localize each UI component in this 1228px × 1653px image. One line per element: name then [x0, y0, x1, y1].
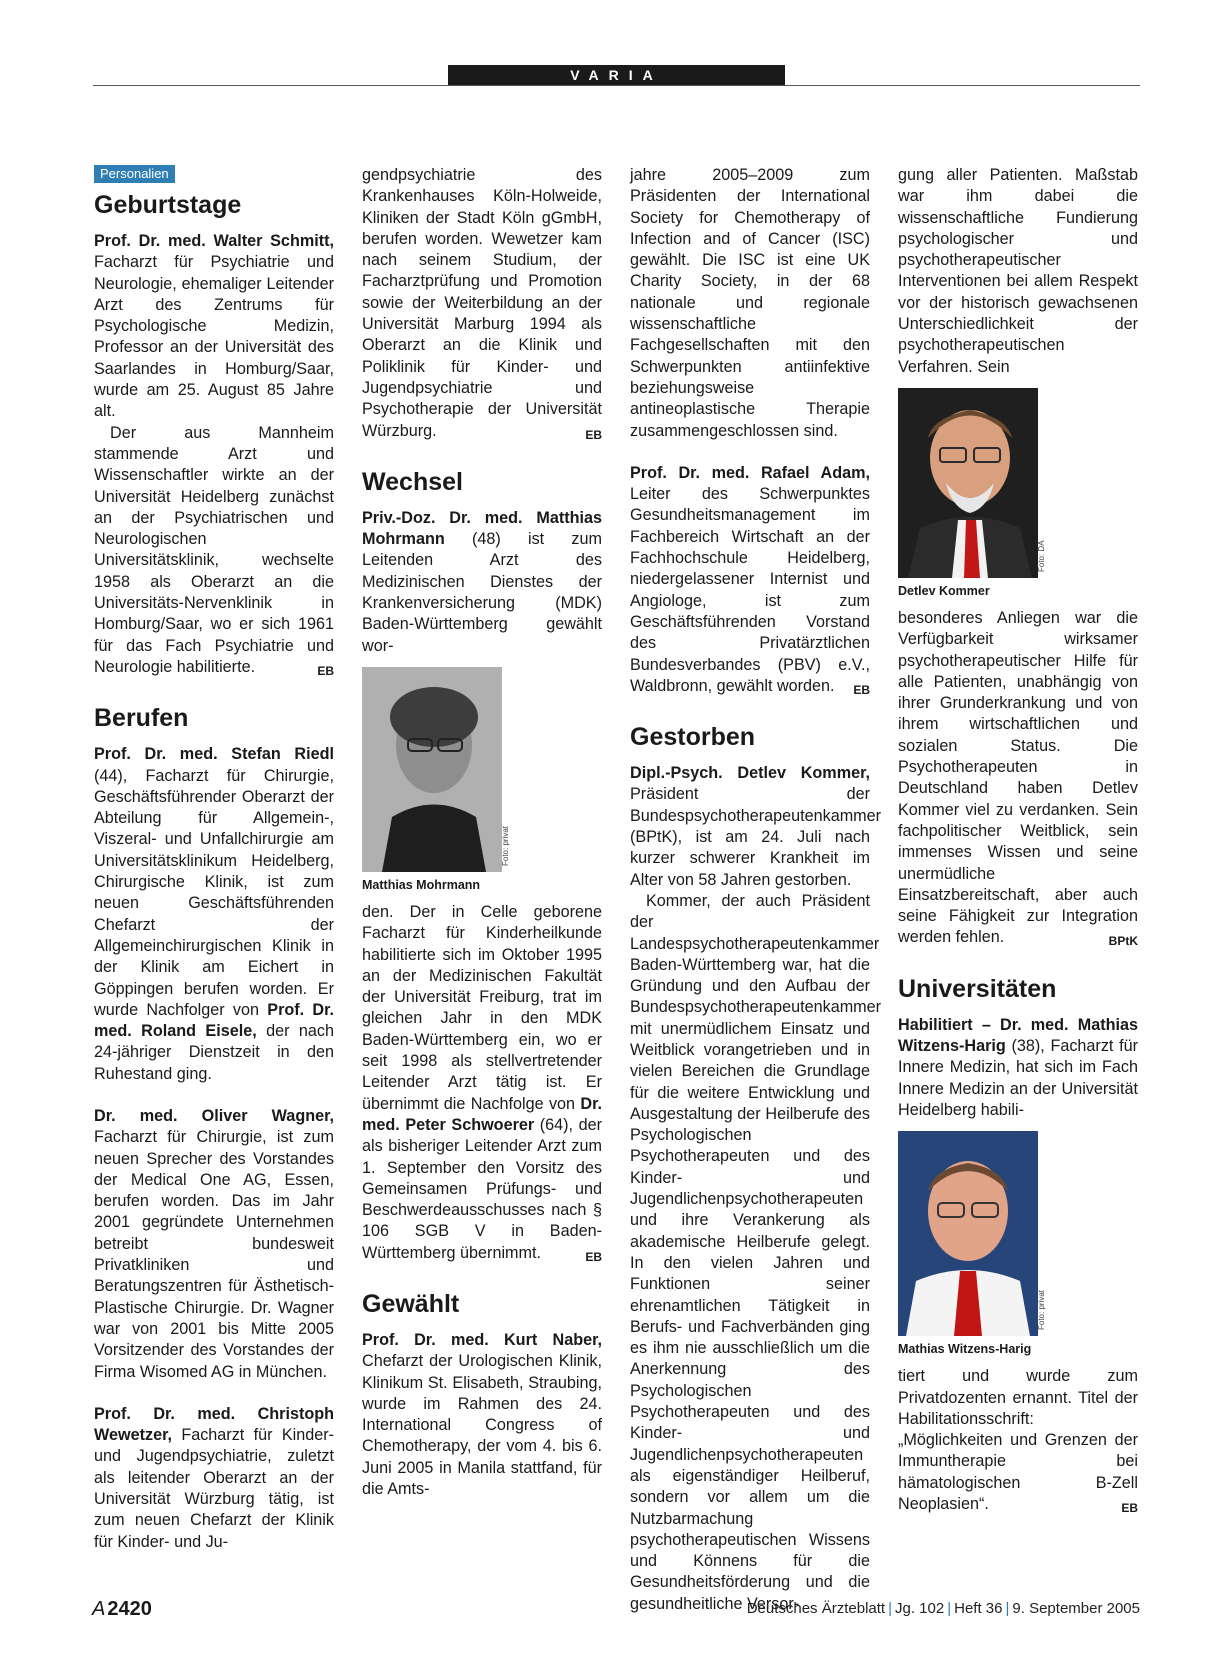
author-signature: BPtK: [1108, 934, 1138, 949]
paragraph: [94, 744, 334, 1085]
paragraph: [362, 508, 602, 657]
person-name: Prof. Dr. med. Kurt Naber,: [362, 1330, 602, 1349]
heading-berufen: Berufen: [94, 704, 189, 733]
paragraph-text: Facharzt für Chirurgie, ist zum neuen Sprecher des Vorstandes der Medical One AG, Essen, berufen worden. Das im Jahr 2001 gegründete Unternehmen betreibt bundesweit Privatkliniken und Beratungszentren für Ästhetisch-Plastische Chirurgie. Dr. Wagner war von 2001 bis Mitte 2005 Vorsitzender des Vorstandes der Firma Wisomed AG in München.: [94, 1128, 334, 1381]
issue: Heft 36: [954, 1600, 1003, 1617]
author-signature: EB: [853, 682, 870, 697]
heading-gestorben: Gestorben: [630, 723, 756, 752]
paragraph-text: tiert und wurde zum Privatdozenten ernannt. Titel der Habilitationsschrift: „Möglichkeiten und Grenzen der Immuntherapie bei hämatologischen B-Zell Neoplasien“.: [898, 1367, 1138, 1513]
paragraph: [630, 891, 882, 1615]
portrait-image-mohrmann: [362, 667, 502, 872]
volume: Jg. 102: [895, 1600, 945, 1617]
paragraph: [898, 1366, 1138, 1515]
paragraph-text: gung aller Patienten. Maßstab war ihm dabei die wissenschaftliche Fundierung psychologischer und psychotherapeutischer Interventionen bei allem Respekt vor der historisch gewachsenen Unterschiedlichkeit der psychotherapeutischen Verfahren. Sein: [898, 166, 1138, 376]
paragraph: [362, 165, 602, 442]
journal-name: Deutsches Ärzteblatt: [746, 1600, 886, 1617]
heading-geburtstage: Geburtstage: [94, 191, 242, 219]
paragraph: [94, 423, 334, 679]
person-name: Priv.-Doz. Dr. med. Matthias Mohrmann: [362, 508, 602, 549]
author-signature: EB: [585, 1249, 602, 1264]
paragraph-text: Kommer, der auch Präsident der Landespsychotherapeutenkammer Baden-Württemberg war, hat die Gründung und den Aufbau der Bundespsychotherapeutenkammer mit unermüdlichem Einsatz und Weitblick vorangetrieben und in vielen Bereichen die Grundlage für die weitere Entwicklung und Ausgestaltung der Heilberufe des Psychologischen Psychotherapeuten und des Kinder- und Jugendlichenpsychotherapeuten und ihre Verankerung als akademische Heilberufe gelegt. In den vielen Jahren und Funktionen seiner ehrenamtlichen Tätigkeit in Berufs- und Fachverbänden ging es ihm nie ausschließlich um die Anerkennung des Psychologischen Psychotherapeuten und des Kinder- und Jugendlichenpsychotherapeuten als eigenständiger Heilberuf, sondern vor allem um die Nutzbarmachung psychotherapeutischen Wissens und Könnens für die Gesundheitsförderung und die gesundheitliche Versor-: [630, 891, 882, 1613]
paragraph: [630, 165, 870, 442]
paragraph-text: Der aus Mannheim stammende Arzt und Wissenschaftler wirkte an der Universität Heidelberg zunächst an der Psychiatrischen und Neurologischen Universitätsklinik, wechselte 1958 als Oberarzt an die Universitäts-Nervenklinik in Homburg/Saar, wo er sich 1961 für das Fach Psychiatrie und Neurologie habilitierte.: [94, 423, 334, 676]
heading-gewaehlt: Gewählt: [362, 1289, 460, 1318]
portrait-photo: [362, 667, 510, 894]
photo-caption: Matthias Mohrmann: [362, 877, 481, 892]
page-number-value: 2420: [107, 1598, 152, 1620]
header-rule: [93, 85, 1140, 86]
issue-date: 9. September 2005: [1012, 1600, 1140, 1617]
paragraph-text: der nach 24-jähriger Dienstzeit in den Ruhestand ging.: [94, 1022, 334, 1083]
person-name: Dr. med. Oliver Wagner,: [94, 1106, 334, 1125]
publication-info: Deutsches Ärzteblatt | Jg. 102 | Heft 36 | 9. September 2005: [746, 1600, 1140, 1617]
person-name: Habilitiert – Dr. med. Mathias Witzens-Harig: [898, 1015, 1138, 1056]
paragraph: [630, 463, 870, 697]
section-header: VARIA: [448, 65, 785, 85]
portrait-image-witzens-harig: [898, 1131, 1038, 1336]
paragraph-text: Facharzt für Kinder- und Jugendpsychiatrie, zuletzt als leitender Oberarzt an der Universität Würzburg tätig, ist zum neuen Chefarzt der Klinik für Kinder- und Ju-: [94, 1426, 334, 1551]
person-name: Dipl.-Psych. Detlev Kommer,: [630, 764, 870, 783]
paragraph: [898, 1015, 1138, 1121]
section-tag: Personalien: [94, 165, 175, 183]
author-signature: EB: [317, 663, 334, 678]
page-prefix: A: [92, 1598, 106, 1620]
person-name: Prof. Dr. med. Christoph Wewetzer,: [94, 1404, 334, 1445]
paragraph: [362, 902, 602, 1264]
photo-credit: Foto: DÄ: [1037, 540, 1046, 572]
person-name: Dr. med. Peter Schwoerer: [362, 1094, 602, 1134]
column-3: [630, 165, 882, 1615]
portrait-image-kommer: [898, 388, 1038, 578]
person-name: Prof. Dr. med. Rafael Adam,: [630, 463, 870, 482]
paragraph-text: gendpsychiatrie des Krankenhauses Köln-Holweide, Kliniken der Stadt Köln gGmbH, berufen worden. Wewetzer kam nach seinem Studium, der Facharztprüfung und Promotion sowie der Weiterbildung an der Universität Marburg 1994 als Oberarzt an die Klinik und Poliklinik für Kinder- und Jugendpsychiatrie und Psychotherapie der Universität Würzburg.: [362, 166, 602, 440]
page-number: [92, 1598, 152, 1621]
photo-credit: Foto: privat: [1037, 1290, 1046, 1331]
paragraph-text: (48) ist zum Leitenden Arzt des Medizinischen Dienstes der Krankenversicherung (MDK) Baden-Württemberg gewählt wor-: [362, 530, 602, 655]
person-name: Prof. Dr. med. Stefan Riedl: [94, 745, 334, 764]
column-1: [94, 165, 334, 1553]
paragraph-text: jahre 2005–2009 zum Präsidenten der International Society for Chemotherapy of Infection and of Cancer (ISC) gewählt. Die ISC ist eine UK Charity Society, in der 68 nationale und regionale wissenschaftliche Fachgesellschaften mit den Schwerpunkten antiinfektive beziehungsweise antineoplastische Therapie zusammengeschlossen sind.: [630, 166, 870, 440]
author-signature: EB: [1121, 1500, 1138, 1515]
paragraph: [94, 1404, 334, 1553]
portrait-photo: [898, 1131, 1046, 1358]
photo-caption: Mathias Witzens-Harig: [898, 1342, 1032, 1357]
paragraph: [898, 165, 1138, 378]
person-name: Prof. Dr. med. Walter Schmitt,: [94, 232, 334, 250]
paragraph: [362, 1330, 602, 1500]
paragraph-text: (44), Facharzt für Chirurgie, Geschäftsführender Oberarzt der Abteilung für Allgemein-, Viszeral- und Unfallchirurgie am Universitätsklinikum Heidelberg, Chirurgische Klinik, ist zum neuen Geschäftsführenden Chefarzt der Allgemeinchirurgischen Klinik in der Klinik am Eichert in Göppingen berufen worden. Er wurde Nachfolger von: [94, 766, 334, 1019]
heading-wechsel: Wechsel: [362, 467, 463, 496]
photo-caption: Detlev Kommer: [898, 583, 990, 598]
paragraph-text: Facharzt für Psychiatrie und Neurologie, ehemaliger Leitender Arzt des Zentrums für Psychologische Medizin, Professor an der Universität des Saarlandes in Homburg/Saar, wurde am 25. August 85 Jahre alt.: [94, 253, 334, 421]
paragraph-text: besonderes Anliegen war die Verfügbarkeit wirksamer psychotherapeutischer Hilfe für alle Patienten, unabhängig von ihrer Grunderkrankung und von ihrem wirtschaftlichen und sozialen Status. Die Psychotherapeuten in Deutschland haben Detlev Kommer viel zu verdanken. Sein fachpolitischer Weitblick, sein immenses Wissen und seine unermüdliche Einsatzbereitschaft, aber auch seine Fähigkeit zur Integration werden fehlen.: [898, 608, 1138, 947]
paragraph: [94, 1106, 334, 1383]
column-4: [898, 165, 1138, 1519]
photo-credit: Foto: privat: [501, 825, 510, 866]
portrait-photo: [898, 388, 1046, 600]
paragraph-text: Chefarzt der Urologischen Klinik, Klinikum St. Elisabeth, Straubing, wurde im Rahmen des 24. International Congress of Chemotherapy, der vom 4. bis 6. Juni 2005 in Manila stattfand, für die Amts-: [362, 1352, 602, 1499]
paragraph-text: (64), der als bisheriger Leitender Arzt zum 1. September den Vorsitz des Gemeinsamen Prüfungs- und Beschwerdeausschusses nach § 106 SGB V in Baden-Württemberg übernimmt.: [362, 1115, 603, 1262]
author-signature: EB: [585, 427, 602, 442]
paragraph: [630, 763, 882, 891]
column-2: [362, 165, 602, 1500]
heading-universitaeten: Universitäten: [898, 974, 1057, 1003]
paragraph-text: den. Der in Celle geborene Facharzt für Kinderheilkunde habilitierte sich im Oktober 1995 an der Medizinischen Fakultät der Universität Freiburg, trat im gleichen Jahr in den MDK Baden-Württemberg ein, wo er seit 1998 als stellvertretender Leitender Arzt tätig ist. Er übernimmt die Nachfolge von: [362, 902, 602, 1113]
paragraph-text: Präsident der Bundespsychotherapeutenkammer (BPtK), ist am 24. Juli nach kurzer schwerer Krankheit im Alter von 58 Jahren gestorben.: [630, 785, 882, 889]
paragraph: [898, 608, 1138, 949]
paragraph-text: Leiter des Schwerpunktes Gesundheitsmanagement im Fachbereich Wirtschaft an der Fachhochschule Heidelberg, niedergelassener Internist und Angiologe, ist zum Geschäftsführenden Vorstand des Privatärztlichen Bundesverbandes (PBV) e.V., Waldbronn, gewählt worden.: [630, 485, 870, 695]
person-name: Prof. Dr. med. Roland Eisele,: [94, 1000, 334, 1041]
paragraph-text: (38), Facharzt für Innere Medizin, hat sich im Fach Innere Medizin an der Universität Heidelberg habili-: [898, 1037, 1138, 1119]
paragraph: [94, 231, 334, 423]
